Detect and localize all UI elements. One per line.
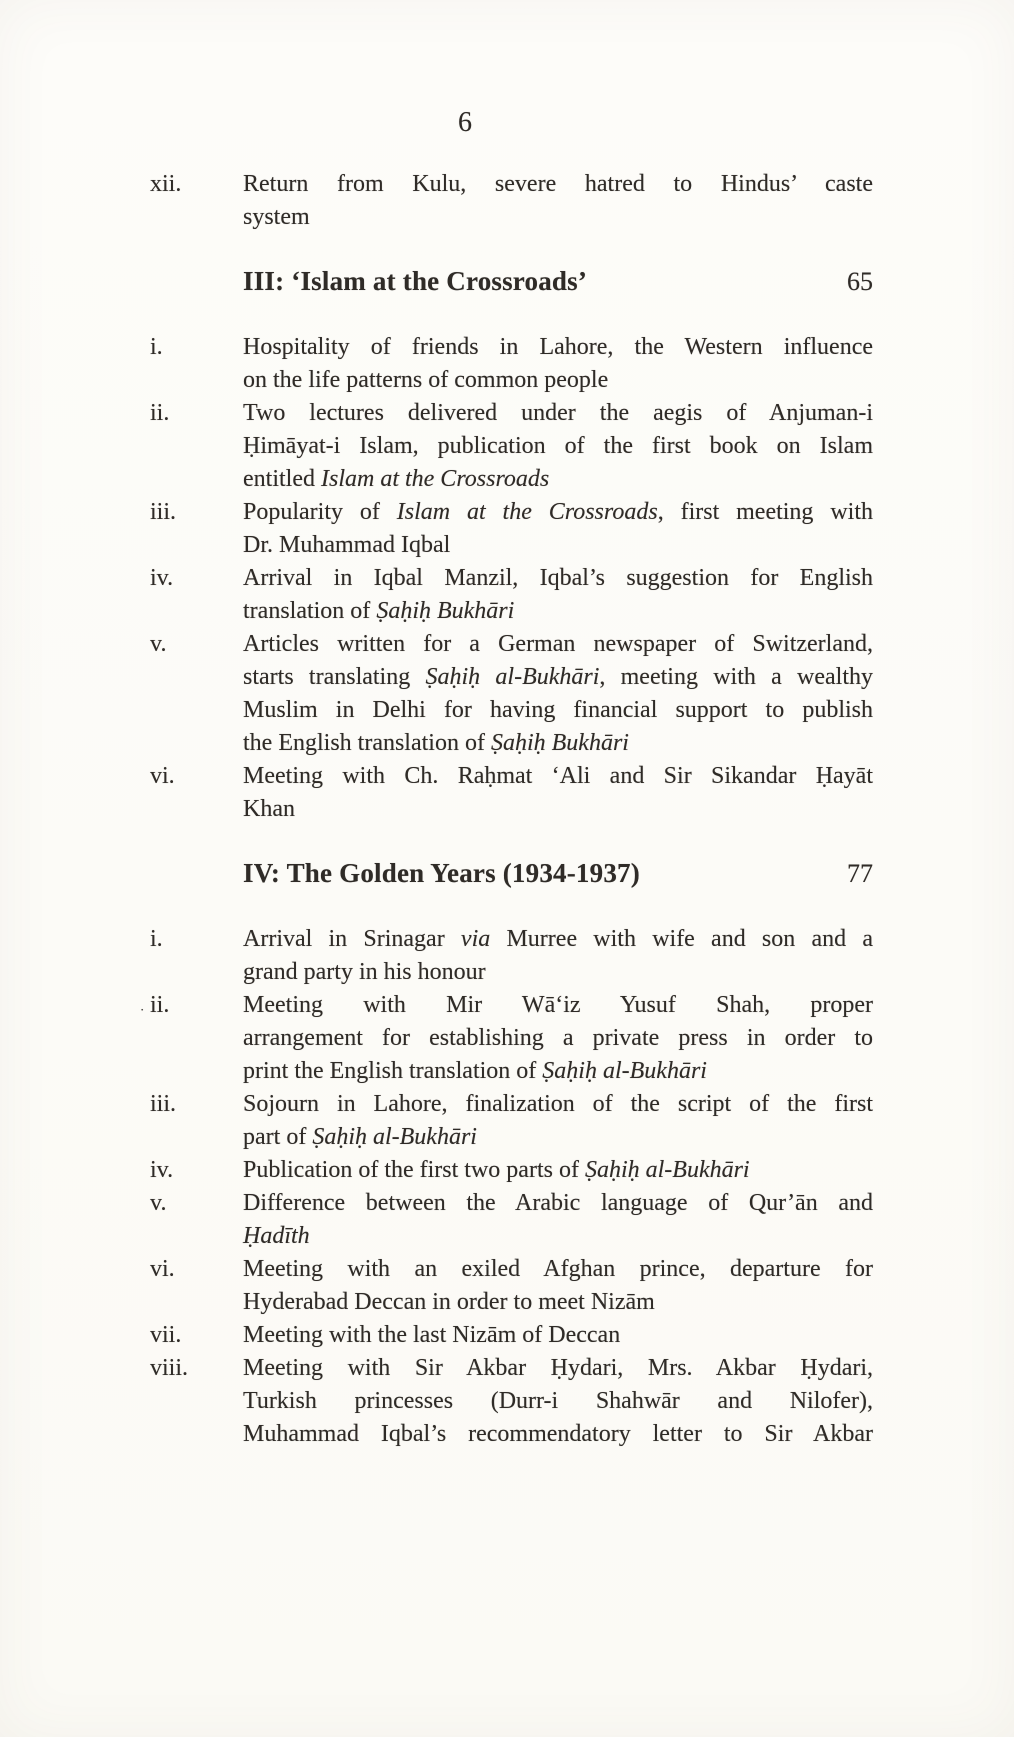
toc-entry — [150, 562, 873, 628]
toc-entry — [150, 760, 873, 826]
entry-lines — [243, 1088, 873, 1154]
entry-lines — [243, 331, 873, 397]
entry-numeral: iii. — [150, 499, 177, 525]
entry-lines — [243, 1352, 873, 1451]
text-run: entitled — [243, 466, 321, 492]
toc-entry — [150, 923, 873, 989]
entry-lines — [243, 1319, 873, 1352]
entry-line — [243, 1055, 873, 1088]
entry-line — [243, 727, 873, 760]
text-run: Meeting with Ch. Raḥmat ‘Ali and Sir Sikandar Ḥayāt — [243, 763, 873, 789]
book-title-italic: Ṣaḥiḥ al-Bukhāri — [312, 1124, 477, 1150]
entry-lines — [243, 168, 873, 234]
text-run: Dr. Muhammad Iqbal — [243, 532, 451, 558]
page-number: 6 — [458, 107, 472, 138]
toc — [140, 168, 874, 1451]
entry-numeral: ii. — [150, 400, 170, 426]
toc-entry — [150, 331, 873, 397]
section-heading-title: IV: The Golden Years (1934-1937) — [243, 858, 640, 888]
section-heading-title: III: ‘Islam at the Crossroads’ — [243, 266, 588, 296]
entry-lines — [243, 496, 873, 562]
text-run: Turkish princesses (Durr-i Shahwār and Nilofer), — [243, 1388, 873, 1414]
entry-lines — [243, 923, 873, 989]
entry-numeral: iii. — [150, 1091, 177, 1117]
entry-numeral: · ii. — [150, 989, 243, 1088]
entry-line — [243, 496, 873, 529]
entry-line — [243, 529, 873, 562]
toc-entry — [150, 1319, 873, 1352]
text-run: Sojourn in Lahore, finalization of the script of the first — [243, 1091, 873, 1117]
book-title-italic: Islam at the Crossroads — [396, 499, 658, 525]
text-run: the English translation of — [243, 730, 491, 756]
section-heading — [243, 264, 873, 299]
entry-line — [243, 1220, 873, 1253]
entry-line — [243, 201, 873, 234]
entry-lines — [243, 1187, 873, 1253]
text-run: Meeting with an exiled Afghan prince, departure for — [243, 1256, 873, 1282]
entry-numeral: viii. — [150, 1355, 189, 1381]
entry-line — [243, 1187, 873, 1220]
toc-entry — [150, 496, 873, 562]
text-run: Return from Kulu, severe hatred to Hindus’ caste — [243, 171, 873, 197]
book-title-italic: Islam at the Crossroads — [320, 466, 550, 492]
toc-entry — [150, 1088, 873, 1154]
text-run: Publication of the first two parts of — [243, 1157, 585, 1183]
entry-line — [243, 463, 873, 496]
text-run: Meeting with Sir Akbar Ḥydari, Mrs. Akbar Ḥydari, — [243, 1355, 873, 1381]
text-run: Meeting with Mir Wā‘iz Yusuf Shah, proper — [243, 992, 873, 1018]
toc-entry — [150, 168, 873, 234]
entry-lines — [243, 397, 873, 496]
entry-line — [243, 923, 873, 956]
toc-entry — [150, 628, 873, 760]
entry-numeral: vi. — [150, 763, 175, 789]
text-run: Hospitality of friends in Lahore, the Western influence — [243, 334, 873, 360]
text-run: Hyderabad Deccan in order to meet Nizām — [243, 1289, 655, 1315]
entry-line — [243, 793, 873, 826]
entry-line — [243, 661, 873, 694]
text-run: arrangement for establishing a private press in order to — [243, 1025, 873, 1051]
text-run: part of — [243, 1124, 313, 1150]
book-title-italic: Ṣaḥiḥ al-Bukhāri — [425, 664, 600, 690]
entry-line — [243, 1319, 873, 1352]
text-run: Muhammad Iqbal’s recommendatory letter to Sir Akbar — [243, 1421, 873, 1447]
entry-numeral: vii. — [150, 1322, 182, 1348]
entry-line — [243, 595, 873, 628]
entry-line — [243, 364, 873, 397]
entry-numeral: i. — [150, 334, 163, 360]
book-title-italic: Ḥadīth — [243, 1223, 310, 1249]
text-run: print the English translation of — [243, 1058, 543, 1084]
entry-lines — [243, 1253, 873, 1319]
entry-line — [243, 989, 873, 1022]
entry-line — [243, 956, 873, 989]
entry-line — [243, 1121, 873, 1154]
toc-entry — [150, 1187, 873, 1253]
text-run: system — [243, 204, 310, 230]
entry-line — [243, 1385, 873, 1418]
book-title-italic: via — [460, 926, 491, 952]
section-heading — [243, 856, 873, 891]
toc-entry — [150, 397, 873, 496]
entry-line — [243, 168, 873, 201]
text-run: , first meeting with — [657, 499, 873, 525]
entry-line — [243, 628, 873, 661]
entry-line — [243, 1253, 873, 1286]
entry-line — [243, 1088, 873, 1121]
text-run: Difference between the Arabic language of Qur’ān and — [243, 1190, 873, 1216]
book-title-italic: Ṣaḥiḥ Bukhāri — [376, 598, 515, 624]
text-run: Popularity of — [243, 499, 397, 525]
toc-entry — [150, 1154, 873, 1187]
text-run: translation of — [243, 598, 377, 624]
entry-line — [243, 562, 873, 595]
section-page-number: 77 — [847, 859, 873, 888]
entry-line — [243, 694, 873, 727]
toc-entry — [150, 1352, 873, 1451]
text-run: Arrival in Srinagar — [243, 926, 461, 952]
text-run: Khan — [243, 796, 295, 822]
text-run: , meeting with a wealthy — [599, 664, 874, 690]
entry-numeral: iv. — [150, 1157, 174, 1183]
section-page-number: 65 — [847, 267, 873, 296]
entry-lines — [243, 1154, 873, 1187]
text-run: Muslim in Delhi for having financial support to publish — [243, 697, 873, 723]
entry-line — [243, 1154, 873, 1187]
artifact-dot: · — [140, 1002, 145, 1017]
entry-numeral: v. — [150, 631, 167, 657]
text-run: Meeting with the last Nizām of Deccan — [243, 1322, 621, 1348]
entry-numeral: v. — [150, 1190, 167, 1216]
entry-line — [243, 760, 873, 793]
text-run: grand party in his honour — [243, 959, 486, 985]
entry-numeral: iv. — [150, 565, 174, 591]
text-run: Two lectures delivered under the aegis of Anjuman-i — [243, 400, 873, 426]
text-run: on the life patterns of common people — [243, 367, 609, 393]
text-run: Murree with wife and son and a — [490, 926, 873, 952]
toc-entry — [140, 989, 873, 1088]
entry-numeral: i. — [150, 926, 163, 952]
entry-lines — [243, 989, 873, 1088]
entry-line — [243, 1022, 873, 1055]
text-run: starts translating — [243, 664, 426, 690]
entry-line — [243, 1286, 873, 1319]
entry-line — [243, 397, 873, 430]
entry-lines — [243, 628, 873, 760]
text-run: Arrival in Iqbal Manzil, Iqbal’s suggestion for English — [243, 565, 873, 591]
text-run: Articles written for a German newspaper of Switzerland, — [243, 631, 873, 657]
entry-line — [243, 331, 873, 364]
entry-line — [243, 1352, 873, 1385]
entry-lines — [243, 562, 873, 628]
entry-line — [243, 430, 873, 463]
book-title-italic: Ṣaḥiḥ al-Bukhāri — [542, 1058, 707, 1084]
book-title-italic: Ṣaḥiḥ al-Bukhāri — [584, 1157, 750, 1183]
entry-numeral: vi. — [150, 1256, 175, 1282]
entry-lines — [243, 760, 873, 826]
book-title-italic: Ṣaḥiḥ Bukhāri — [490, 730, 629, 756]
toc-entry — [150, 1253, 873, 1319]
text-run: Ḥimāyat-i Islam, publication of the first book on Islam — [243, 433, 873, 459]
entry-numeral: xii. — [150, 171, 182, 197]
entry-line — [243, 1418, 873, 1451]
